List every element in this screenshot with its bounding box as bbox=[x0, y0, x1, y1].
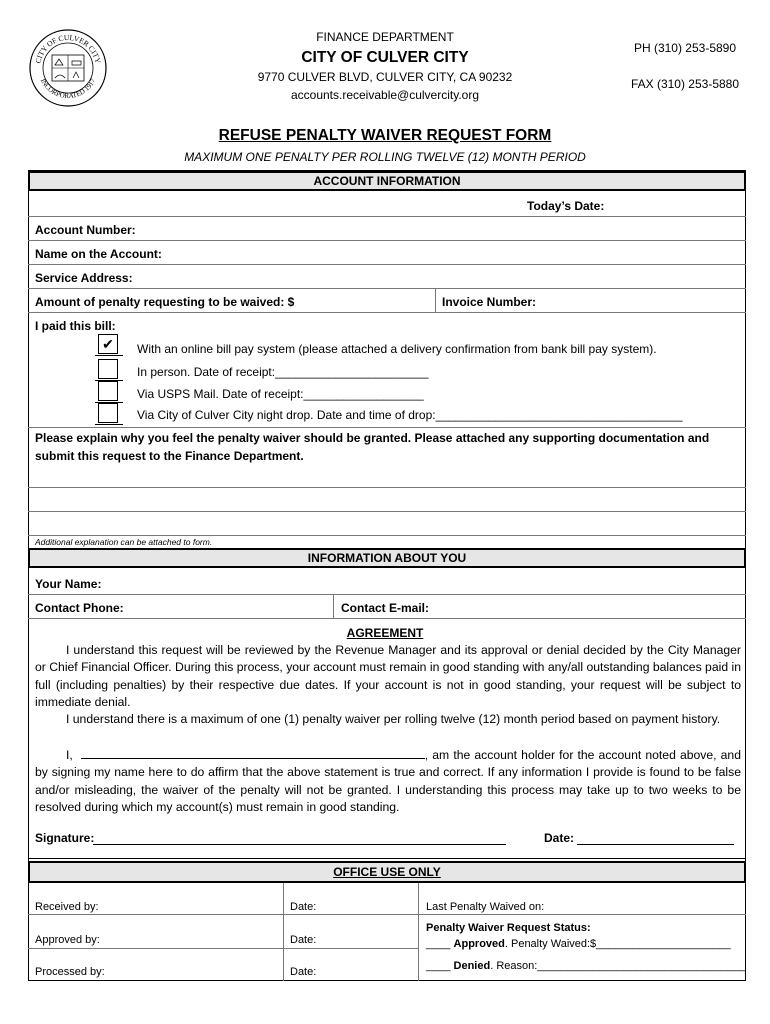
checkbox-underline bbox=[95, 355, 123, 356]
status-approved bbox=[426, 938, 731, 950]
option-usps-text: Via USPS Mail. Date of receipt:__________________ bbox=[137, 387, 424, 401]
agreement-heading: AGREEMENT bbox=[346, 626, 424, 640]
processed-by-label: Processed by: bbox=[35, 966, 105, 978]
form-title: REFUSE PENALTY WAIVER REQUEST FORM bbox=[218, 127, 552, 144]
row-divider bbox=[28, 858, 746, 859]
col-divider bbox=[418, 883, 419, 981]
received-date-label: Date: bbox=[290, 901, 317, 913]
penalty-amount-label: Amount of penalty requesting to be waived: $ bbox=[35, 295, 295, 309]
approved-blank: ____ bbox=[426, 938, 454, 950]
row-divider bbox=[28, 914, 746, 915]
last-penalty-waived-label: Last Penalty Waived on: bbox=[426, 901, 545, 913]
checkbox-online[interactable] bbox=[98, 334, 118, 354]
form-subtitle: MAXIMUM ONE PENALTY PER ROLLING TWELVE (12) MONTH PERIOD bbox=[184, 150, 586, 164]
approved-by-label: Approved by: bbox=[35, 934, 100, 946]
seal-bottom-text: INCORPORATED 1917 bbox=[38, 77, 98, 101]
checkbox-usps[interactable] bbox=[98, 381, 118, 401]
agreement-i: I, bbox=[66, 748, 73, 762]
row-divider bbox=[28, 427, 746, 428]
checkbox-night-drop[interactable] bbox=[98, 403, 118, 423]
department-name: FINANCE DEPARTMENT bbox=[316, 30, 454, 44]
agreement-paragraph-3 bbox=[35, 746, 741, 816]
phone-number: PH (310) 253-5890 bbox=[633, 41, 737, 55]
account-number-label: Account Number: bbox=[35, 223, 136, 237]
waiver-status-label: Penalty Waiver Request Status: bbox=[426, 922, 591, 934]
invoice-number-label: Invoice Number: bbox=[442, 295, 537, 309]
row-divider bbox=[28, 240, 746, 241]
name-on-account-label: Name on the Account: bbox=[35, 247, 162, 261]
approved-word: Approved bbox=[453, 938, 505, 950]
checkbox-in-person[interactable] bbox=[98, 359, 118, 379]
denied-reason-text: . Reason:__________________________________ bbox=[490, 960, 746, 972]
col-divider bbox=[283, 883, 284, 981]
city-address: 9770 CULVER BLVD, CULVER CITY, CA 90232 bbox=[257, 70, 513, 84]
checkbox-underline bbox=[95, 424, 123, 425]
approved-date-label: Date: bbox=[290, 934, 317, 946]
city-email: accounts.receivable@culvercity.org bbox=[290, 88, 480, 102]
todays-date-label: Today’s Date: bbox=[527, 199, 605, 213]
check-mark-icon: ✔ bbox=[102, 336, 114, 352]
about-you-heading: INFORMATION ABOUT YOU bbox=[28, 548, 746, 568]
status-denied bbox=[426, 960, 745, 972]
signature-line[interactable] bbox=[93, 844, 506, 845]
signature-date-label: Date: bbox=[544, 831, 575, 845]
row-divider bbox=[28, 288, 746, 289]
row-divider bbox=[28, 216, 746, 217]
agreement-paragraph-3-text: , am the account holder for the account noted above, and by signing my name here to do affirm that the above statement is true and correct. If any information I provide is found to be false and/or misleading, the waiver of the penalty will not be granted. I understanding this process may take up to two weeks to be resolved during which my account(s) must remain in good standing. bbox=[35, 748, 741, 814]
option-online-text: With an online bill pay system (please attached a delivery confirmation from bank bill pay system). bbox=[137, 342, 657, 356]
approved-amount-text: . Penalty Waived:$______________________ bbox=[504, 938, 731, 950]
denied-word: Denied bbox=[453, 960, 491, 972]
contact-email-label: Contact E-mail: bbox=[341, 601, 430, 615]
row-divider bbox=[28, 487, 746, 488]
row-divider bbox=[28, 264, 746, 265]
form-frame bbox=[28, 170, 746, 981]
name-blank[interactable] bbox=[81, 746, 425, 759]
explanation-prompt: Please explain why you feel the penalty waiver should be granted. Please attached any supporting documentation and submit this request to the Finance Department. bbox=[35, 431, 710, 463]
additional-explanation-note: Additional explanation can be attached to form. bbox=[35, 537, 213, 547]
fax-number: FAX (310) 253-5880 bbox=[630, 77, 740, 91]
col-divider bbox=[435, 288, 436, 312]
city-name: CITY OF CULVER CITY bbox=[301, 49, 469, 66]
row-divider bbox=[28, 618, 746, 619]
processed-date-label: Date: bbox=[290, 966, 317, 978]
option-night-drop-text: Via City of Culver City night drop. Date and time of drop:_____________________________________ bbox=[137, 408, 683, 422]
service-address-label: Service Address: bbox=[35, 271, 133, 285]
office-use-heading: OFFICE USE ONLY bbox=[28, 861, 746, 883]
city-seal bbox=[28, 28, 108, 108]
agreement-paragraph-2: I understand there is a maximum of one (1) penalty waiver per rolling twelve (12) month period based on payment history. bbox=[66, 712, 721, 726]
row-divider bbox=[28, 948, 418, 949]
your-name-label: Your Name: bbox=[35, 577, 102, 591]
row-divider bbox=[28, 312, 746, 313]
row-divider bbox=[28, 511, 746, 512]
row-divider bbox=[28, 535, 746, 536]
signature-label: Signature: bbox=[35, 831, 95, 845]
agreement-paragraph-1: I understand this request will be reviewed by the Revenue Manager and its approval or denial decided by the City Manager or Chief Financial Officer. During this process, your account must remain in good standing with any/all outstanding balances paid in full (including penalties) by their respective due dates. If your account is not in good standing, your request will be subject to immediate denial. bbox=[35, 643, 741, 709]
denied-blank: ____ bbox=[426, 960, 454, 972]
seal-top-text: CITY OF CULVER CITY bbox=[33, 32, 103, 65]
row-divider bbox=[28, 594, 746, 595]
option-in-person-text: In person. Date of receipt:_______________________ bbox=[137, 365, 429, 379]
contact-phone-label: Contact Phone: bbox=[35, 601, 124, 615]
signature-date-line[interactable] bbox=[577, 844, 734, 845]
received-by-label: Received by: bbox=[35, 901, 99, 913]
paid-bill-label: I paid this bill: bbox=[35, 319, 116, 333]
account-info-heading: ACCOUNT INFORMATION bbox=[28, 171, 746, 191]
col-divider bbox=[333, 594, 334, 618]
